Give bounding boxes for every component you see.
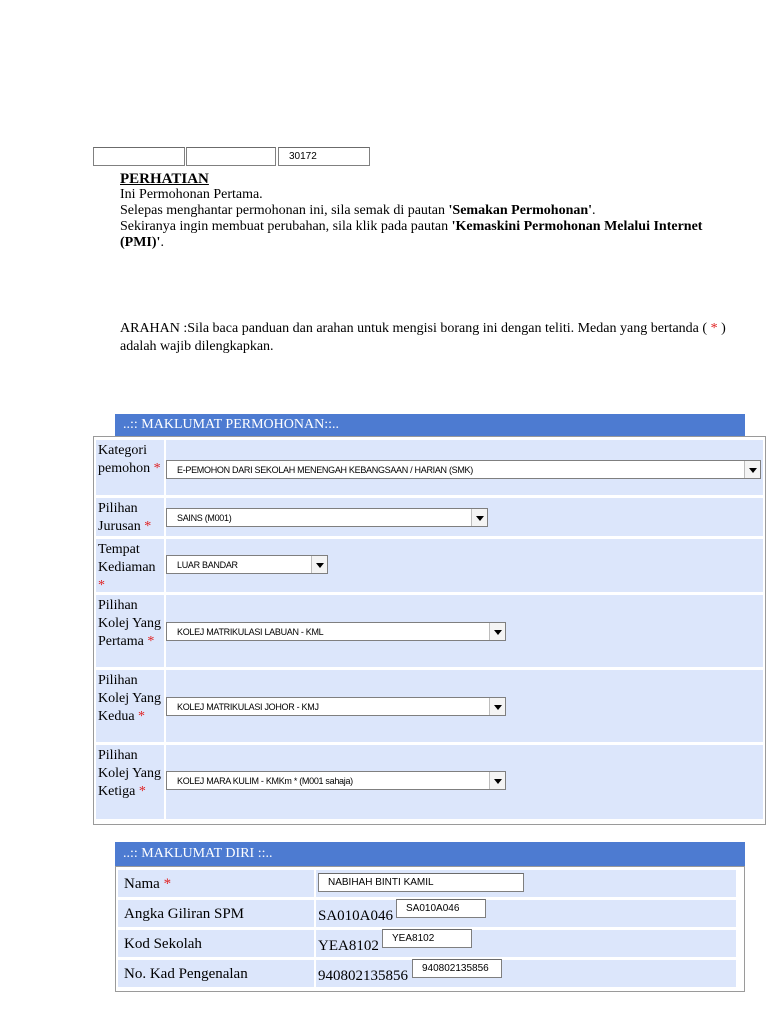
field-label-kategori: Kategori pemohon * xyxy=(98,443,161,476)
form-row-kad-pengenalan xyxy=(118,960,736,987)
form-row-kediaman xyxy=(96,539,763,592)
section-header-diri: ..:: MAKLUMAT DIRI ::.. xyxy=(115,842,745,866)
form-row-spm xyxy=(118,900,736,927)
kad-pengenalan-input[interactable]: 940802135856 xyxy=(412,959,502,978)
nama-input[interactable]: NABIHAH BINTI KAMIL xyxy=(318,873,524,892)
section-header-permohonan: ..:: MAKLUMAT PERMOHONAN::.. xyxy=(115,414,745,436)
spm-input[interactable]: SA010A046 xyxy=(396,899,486,918)
kemaskini-link[interactable]: 'Kemaskini Permohonan Melalui Internet (PMI)' xyxy=(120,219,703,250)
required-star: * xyxy=(710,321,718,336)
field-label-kod-sekolah: Kod Sekolah xyxy=(124,936,202,952)
spm-value-text: SA010A046 xyxy=(318,908,394,924)
chevron-down-icon xyxy=(311,556,327,573)
ic-value-text: 940802135856 xyxy=(318,968,408,984)
form-row-kolej-pertama xyxy=(96,595,763,667)
chevron-down-icon xyxy=(489,698,505,715)
top-input-2[interactable] xyxy=(186,147,276,166)
notice-line-3-end: . xyxy=(160,235,164,250)
notice-block xyxy=(120,171,740,251)
field-label-jurusan: Pilihan Jurusan * xyxy=(98,501,152,534)
kod-sekolah-input[interactable]: YEA8102 xyxy=(382,929,472,948)
jurusan-select[interactable]: SAINS (M001) xyxy=(166,508,488,527)
permohonan-form xyxy=(93,436,766,825)
form-row-kod-sekolah xyxy=(118,930,736,957)
field-label-kediaman: Tempat Kediaman * xyxy=(98,542,156,593)
notice-line-3 xyxy=(120,219,740,251)
notice-line-2-end: . xyxy=(592,203,596,218)
field-label-kad-pengenalan: No. Kad Pengenalan xyxy=(124,966,248,982)
instructions-text-end: ) adalah wajib dilengkapkan. xyxy=(120,321,726,354)
notice-title: PERHATIAN xyxy=(120,171,209,187)
top-input-1[interactable] xyxy=(93,147,185,166)
field-label-spm: Angka Giliran SPM xyxy=(124,906,244,922)
kediaman-select[interactable]: LUAR BANDAR xyxy=(166,555,328,574)
field-label-kolej-ketiga: Pilihan Kolej Yang Ketiga * xyxy=(98,748,162,799)
field-label-nama: Nama * xyxy=(124,876,172,892)
chevron-down-icon xyxy=(489,623,505,640)
semakan-link[interactable]: 'Semakan Permohonan' xyxy=(448,203,593,218)
notice-line-2-text: Selepas menghantar permohonan ini, sila semak di pautan xyxy=(120,203,449,218)
form-row-nama xyxy=(118,870,736,897)
kod-value-text: YEA8102 xyxy=(318,938,379,954)
chevron-down-icon xyxy=(489,772,505,789)
form-row-kolej-ketiga xyxy=(96,745,763,819)
notice-line-1: Ini Permohonan Pertama. xyxy=(120,187,263,202)
kolej-pertama-select[interactable]: KOLEJ MATRIKULASI LABUAN - KML xyxy=(166,622,506,641)
chevron-down-icon xyxy=(744,461,760,478)
notice-line-3-text: Sekiranya ingin membuat perubahan, sila klik pada pautan xyxy=(120,219,452,234)
instructions xyxy=(120,320,740,356)
notice-line-2 xyxy=(120,203,740,219)
field-label-kolej-kedua: Pilihan Kolej Yang Kedua * xyxy=(98,673,162,724)
chevron-down-icon xyxy=(471,509,487,526)
kolej-ketiga-select[interactable]: KOLEJ MARA KULIM - KMKm * (M001 sahaja) xyxy=(166,771,506,790)
top-input-reference[interactable]: 30172 xyxy=(278,147,370,166)
form-row-kolej-kedua xyxy=(96,670,763,742)
form-row-jurusan xyxy=(96,498,763,536)
field-label-kolej-pertama: Pilihan Kolej Yang Pertama * xyxy=(98,598,162,649)
maklumat-diri-form xyxy=(115,866,745,992)
instructions-text: ARAHAN :Sila baca panduan dan arahan untuk mengisi borang ini dengan teliti. Medan yang bertanda ( xyxy=(120,321,711,336)
form-row-kategori xyxy=(96,440,763,495)
kategori-select[interactable]: E-PEMOHON DARI SEKOLAH MENENGAH KEBANGSAAN / HARIAN (SMK) xyxy=(166,460,761,479)
kolej-kedua-select[interactable]: KOLEJ MATRIKULASI JOHOR - KMJ xyxy=(166,697,506,716)
